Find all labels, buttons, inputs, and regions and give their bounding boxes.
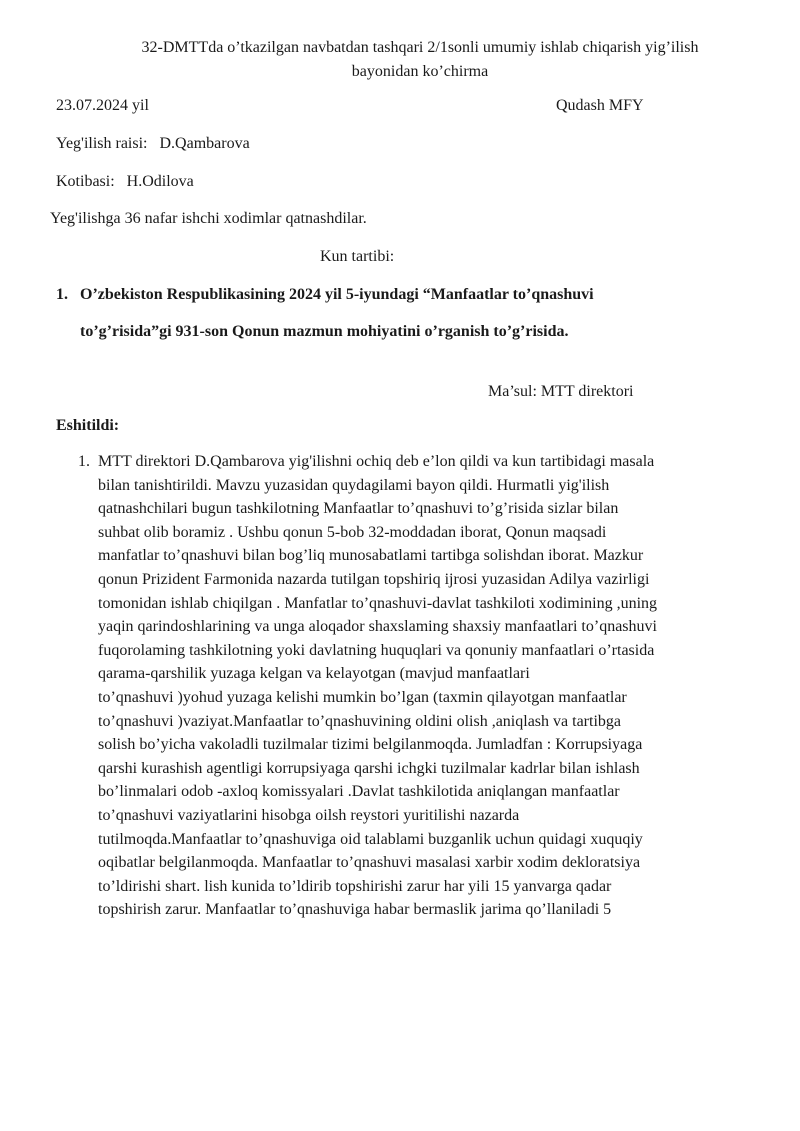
heard-line: manfatlar to’qnashuvi bilan bog’liq munosabatlami tartibga solishdan iborat. Mazkur <box>98 547 644 565</box>
heard-line: bilan tanishtirildi. Mavzu yuzasidan quydagilami bayon qildi. Hurmatli yig'ilish <box>98 476 610 494</box>
heard-line: qatnashchilari bugun tashkilotning Manfaatlar to’qnashuvi to’g’risida sizlar bilan <box>98 500 619 518</box>
heard-line: to’qnashuvi )vaziyat.Manfaatlar to’qnashuvining oldini olish ,aniqlash va tartibga <box>98 712 621 730</box>
heard-line: to’qnashuvi )yohud yuzaga kelishi mumkin bo’lgan (taxmin qilayotgan manfaatlar <box>98 689 627 706</box>
heard-line: suhbat olib boramiz . Ushbu qonun 5-bob 32-moddadan iborat, Qonun maqsadi <box>98 523 607 541</box>
heard-line: qarama-qarshilik yuzaga kelgan va kelayotgan (mavjud manfaatlari <box>98 665 530 683</box>
heard-line: oqibatlar belgilanmoqda. Manfaatlar to’qnashuvi masalasi xarbir xodim dekloratsiya <box>98 854 641 872</box>
heard-item-number: 1. <box>78 453 90 470</box>
heard-line: fuqorolaming tashkilotning yoki davlatning huquqlari va qonuniy manfaatlari o’rtasida <box>98 641 655 659</box>
heard-line: yaqin qarindoshlarining va unga aloqador shaxslaming shaxsiy manfaatlari to’qnashuvi <box>98 618 657 636</box>
agenda-item-number: 1. <box>56 286 68 303</box>
heard-label: Eshitildi: <box>56 417 120 434</box>
heard-line: topshirish zarur. Manfaatlar to’qnashuviga habar bermaslik jarima qo’llaniladi 5 <box>98 901 612 919</box>
responsible-person: Ma’sul: MTT direktori <box>488 383 634 400</box>
chair-row <box>56 134 250 154</box>
heard-line: qonun Prizident Farmonida nazarda tutilgan topshiriq ijrosi yuzasidan Adilya vazirligi <box>98 571 650 588</box>
meeting-date: 23.07.2024 yil <box>56 97 149 114</box>
heard-line: to’ldirishi shart. lish kunida to’ldirib topshirishi zarur har yili 15 yanvarga qadar <box>98 877 612 895</box>
heard-line: MTT direktori D.Qambarova yig'ilishni ochiq deb e’lon qildi va kun tartibidagi masala <box>98 453 655 470</box>
heard-line: bo’linmalari odob -axloq komissyalari .Davlat tashkilotida aniqlangan manfaatlar <box>98 783 620 801</box>
chair-name: D.Qambarova <box>159 135 250 152</box>
heard-line: tutilmoqda.Manfaatlar to’qnashuviga oid talablami buzganlik uchun quidagi xuquqiy <box>98 830 643 848</box>
heard-line: to’qnashuvi vaziyatlarini hisobga oilsh reystori yuritilishi nazarda <box>98 807 520 824</box>
agenda-heading: Kun tartibi: <box>320 248 395 265</box>
title-line-2: bayonidan ko’chirma <box>351 63 489 80</box>
heard-line: solish bo’yicha vakoladli tuzilmalar tizimi belgilanmoqda. Jumladfan : Korrupsiyaga <box>98 736 643 754</box>
attendance-text: Yeg'ilishga 36 nafar ishchi xodimlar qatnashdilar. <box>50 210 367 227</box>
heard-line: qarshi kurashish agentligi korrupsiyaga qarshi ichgki tuzilmalar kadrlar bilan ishlash <box>98 759 640 777</box>
heard-line: tomonidan ishlab chiqilgan . Manfatlar to’qnashuvi-davlat tashkiloti xodimining ,uning <box>98 594 658 612</box>
title-line-1: 32-DMTTda o’tkazilgan navbatdan tashqari 2/1sonli umumiy ishlab chiqarish yig’ilish <box>141 39 699 56</box>
secretary-label: Kotibasi: <box>56 173 115 190</box>
chair-label: Yeg'ilish raisi: <box>56 135 148 152</box>
secretary-name: H.Odilova <box>126 173 194 190</box>
agenda-item-line-2: to’g’risida”gi 931-son Qonun mazmun mohiyatini o’rganish to’g’risida. <box>80 323 569 340</box>
agenda-item-line-1: O’zbekiston Respublikasining 2024 yil 5-iyundagi “Manfaatlar to’qnashuvi <box>80 286 594 303</box>
secretary-row <box>56 172 194 192</box>
document-title <box>100 36 740 84</box>
meeting-place: Qudash MFY <box>556 97 644 114</box>
